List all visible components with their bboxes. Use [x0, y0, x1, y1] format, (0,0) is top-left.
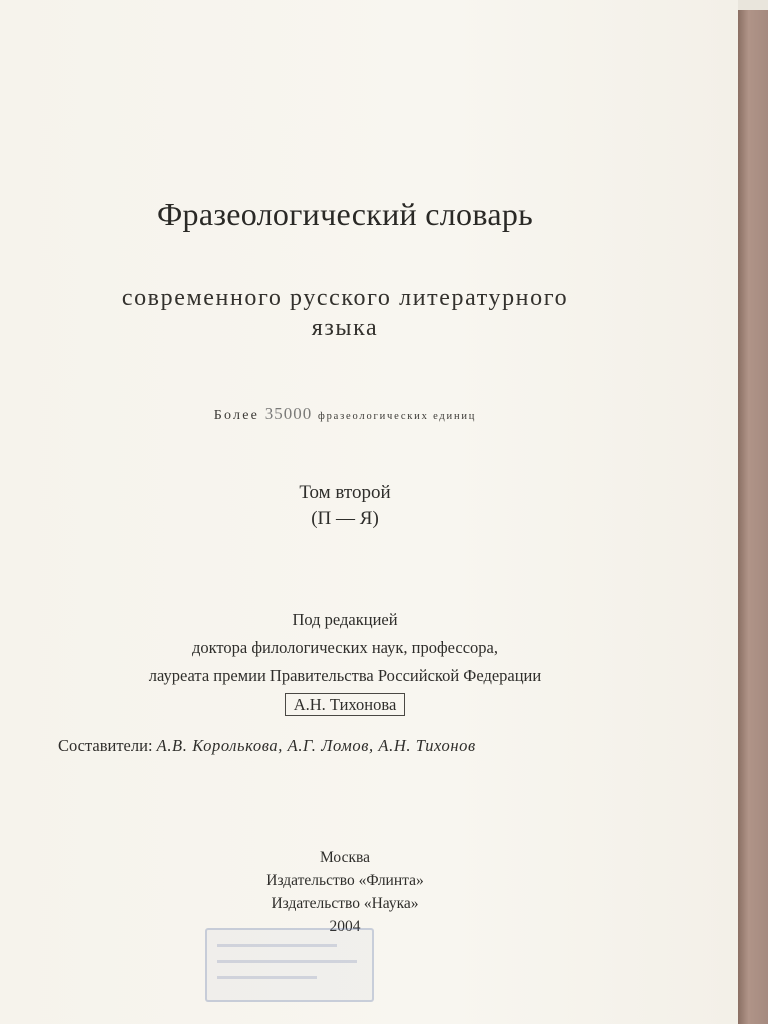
editor-line-3: лауреата премии Правительства Российской Федерации	[148, 666, 542, 685]
imprint-publisher-2: Издательство «Наука»	[271, 895, 419, 912]
compilers-line	[58, 736, 698, 756]
volume-block	[0, 480, 690, 532]
count-number: 35000	[264, 404, 313, 423]
unit-count-line	[0, 404, 690, 424]
volume-range: (П — Я)	[311, 508, 379, 529]
library-stamp	[205, 928, 374, 1002]
imprint-publisher-1: Издательство «Флинта»	[266, 872, 424, 889]
compilers-names: А.В. Королькова, А.Г. Ломов, А.Н. Тихонов	[156, 736, 476, 755]
compilers-label: Составители:	[58, 736, 153, 755]
editor-line-1: Под редакцией	[292, 610, 398, 629]
book-edge	[738, 10, 768, 1024]
editor-block	[0, 606, 690, 719]
imprint-year: 2004	[329, 918, 361, 935]
stamp-line	[217, 944, 337, 947]
stamp-line	[217, 976, 317, 979]
book-title: Фразеологический словарь	[156, 196, 534, 232]
count-word-1: Более	[213, 408, 260, 423]
volume-name: Том второй	[299, 482, 391, 503]
stamp-line	[217, 960, 357, 963]
imprint-block	[0, 846, 690, 938]
book-subtitle	[0, 283, 690, 343]
editor-name: А.Н. Тихонова	[285, 693, 406, 716]
subtitle-line-1: современного русского литературного	[121, 285, 569, 311]
subtitle-line-2: языка	[311, 315, 379, 341]
count-word-2: фразеологических единиц	[317, 411, 477, 422]
editor-line-2: доктора филологических наук, профессора,	[191, 638, 498, 657]
imprint-city: Москва	[320, 849, 370, 866]
